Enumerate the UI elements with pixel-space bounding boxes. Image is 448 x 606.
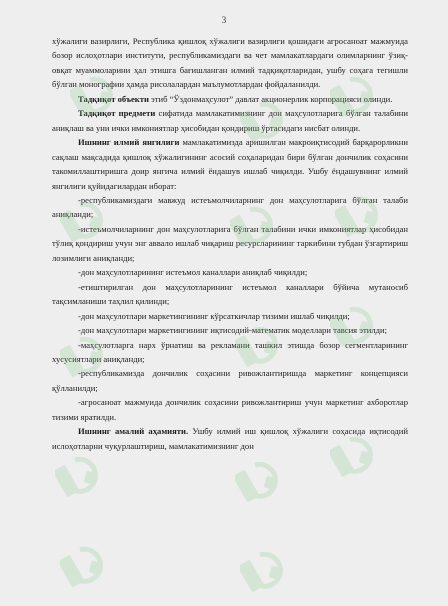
paragraph-text: Ушбу илмий иш қишлоқ хўжалиги соҳасида иқтисодий ислоҳотларни чуқурлаштириш, мамлакатимизнинг дон xyxy=(52,426,408,451)
paragraph-heading: Тадқиқот предмети xyxy=(78,108,156,119)
paragraph xyxy=(52,193,408,222)
paragraph xyxy=(52,92,408,106)
paragraph-text: -етиштирилган дон маҳсулотларининг истеъмол каналлари бўйича мутаносиб тақсимланиши таҳлил қилинди; xyxy=(52,281,408,307)
paragraph-text: -маҳсулотларга нарх ўрнатиш ва рекламани ташкил этишда бозор сегментларининг хусусиятлари аниқланди; xyxy=(52,339,408,364)
paragraph-heading: Тадқиқот объекти xyxy=(78,93,149,104)
paragraph xyxy=(52,106,408,135)
paragraph xyxy=(52,338,408,367)
paragraph-text: -дон маҳсулотларининг истеъмол каналлари аниқлаб чиқилди; xyxy=(78,267,308,278)
ofis-logo-icon xyxy=(235,455,289,509)
paragraph-text: мамлакатимизда аришилган макроиқтисодий барқарорликни сақлаш мақсадида қишлоқ хўжалигининг асосий соҳаларидан бири бўлган дончилик соҳасини такомиллаштиришга доир янгича илмий ёндашув ишлаб чиқилди. Ушбу ёндашувнинг илмий янгилиги қуйидагилардан иборат: xyxy=(52,137,408,191)
paragraph-text: -республикамиздаги мавжуд истеъмолчиларнинг дон маҳсулотларига бўлган талаби аниқланди; xyxy=(52,194,408,220)
paragraph-text: -республикамизда дончилик соҳасини ривожлантиришда маркетинг концепцияси қўлланилди; xyxy=(52,368,408,393)
paragraph-text: этиб “Ўздонмаҳсулот” давлат акционерлик корпорацияси олинди. xyxy=(148,93,393,104)
paragraph xyxy=(52,395,408,424)
paragraph-text: -истеъмолчиларнинг дон маҳсулотларига бўлган талабини ички имкониятлар ҳисобидан тўлиқ қондириш учун энг аввало ишлаб чиқариш ресурсларининг таркибини тубдан ўзгартириш лозимлиги аниқланди; xyxy=(52,223,408,263)
paragraph xyxy=(52,280,408,309)
ofis-logo-icon xyxy=(240,545,294,599)
paragraph-heading: Ишнинг амалий аҳамияти. xyxy=(78,426,189,437)
paragraph xyxy=(52,265,408,279)
paragraph xyxy=(52,323,408,337)
paragraph-text: -дон маҳсулотлари маркетингининг кўрсаткичлар тизими ишлаб чиқилди; xyxy=(78,310,350,321)
paragraph-text: хўжалиги вазирлиги, Республика қишлоқ хўжалиги вазирлиги қошидаги агросаноат мажмуида бозор ислоҳотлари институти, республикамиздаги ва чет мамлакатлардаги олимларнинг ўзиқ-овқат муаммоларини ҳал этишга бағишланган илмий тадқиқотларидан, ушбу соҳага тегишли бўлган монографии ҳамда рисолалардан маълумотлардан фойдаланилди. xyxy=(52,36,408,90)
paragraph xyxy=(52,424,408,453)
ofis-logo-icon xyxy=(55,450,109,504)
paragraph-text: -дон маҳсулотлари маркетингининг иқтисодий-математик моделлари тавсия этилди; xyxy=(78,325,387,336)
paragraph-text: -агросаноат мажмуида дончилик соҳасини ривожлантириш учун маркетинг ахборотлар тизими яратилди. xyxy=(52,397,408,422)
paragraph-text: сифатида мамлакатимизнинг дон маҳсулотларига бўлган талабини аниқлаш ва уни ички имкониятлар ҳисобидан қондириш ўртасидаги нисбат олинди. xyxy=(52,108,408,133)
body-text xyxy=(52,34,408,453)
paragraph xyxy=(52,222,408,265)
paragraph-heading: Ишнинг илмий янгилиги xyxy=(78,137,180,148)
page-number: 3 xyxy=(221,15,227,25)
paragraph xyxy=(52,34,408,92)
paragraph xyxy=(52,309,408,323)
paragraph xyxy=(52,135,408,193)
paragraph xyxy=(52,366,408,395)
ofis-logo-icon xyxy=(60,540,114,594)
